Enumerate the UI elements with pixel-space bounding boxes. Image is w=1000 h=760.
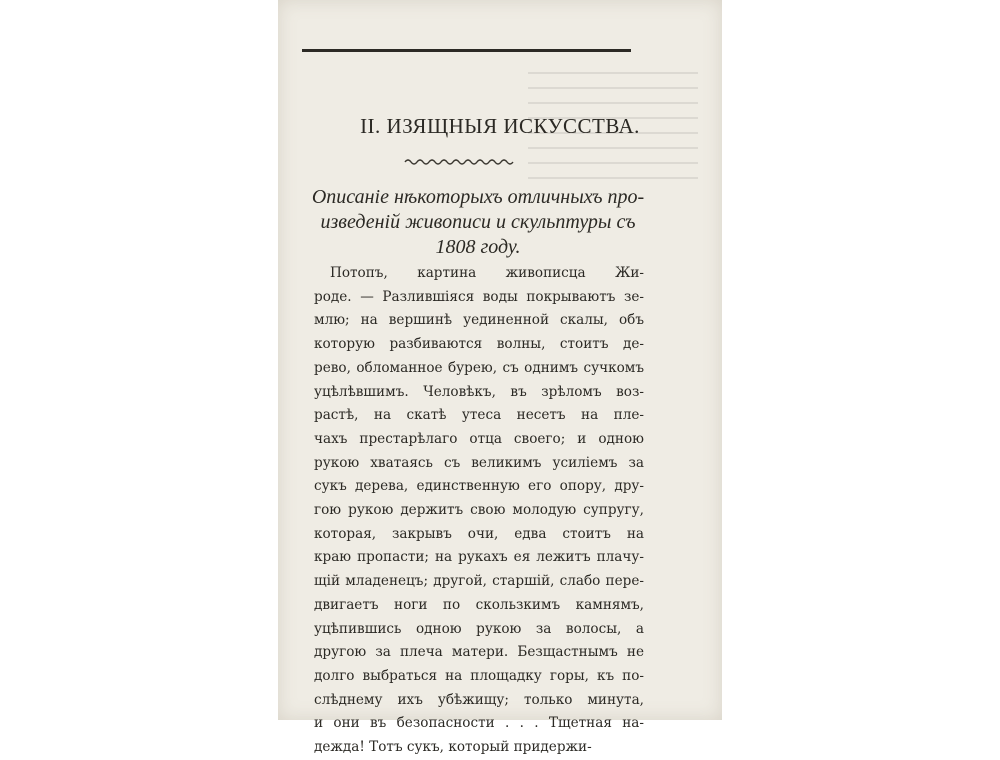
body-line: которую разбиваются волны, стоитъ де- <box>314 336 644 353</box>
body-line: млю; на вершинѣ уединенной скалы, объ <box>314 312 644 329</box>
article-body <box>314 262 644 760</box>
body-line: уцѣлѣвшимъ. Человѣкъ, въ зрѣломъ воз- <box>314 383 644 400</box>
body-line: щій младенецъ; другой, старшій, слабо пере- <box>314 573 644 590</box>
body-line: рукою хватаясь съ великимъ усиліемъ за <box>314 454 644 471</box>
body-line: рево, обломанное бурею, съ однимъ сучкомъ <box>314 359 644 376</box>
title-line: Описаніе нѣкоторыхъ отличныхъ про- <box>311 186 645 208</box>
body-line: долго выбраться на площадку горы, къ по- <box>314 667 644 684</box>
body-line: растѣ, на скатѣ утеса несетъ на пле- <box>314 407 644 424</box>
body-line: и они въ безопасности . . . Тщетная на- <box>314 715 644 732</box>
body-line: другою за плеча матери. Безщастнымъ не <box>314 644 644 661</box>
top-rule <box>302 49 631 52</box>
wavy-ornament <box>403 157 515 167</box>
title-line: 1808 году. <box>435 236 521 258</box>
title-line: изведеній живописи и скульптуры съ <box>320 211 636 233</box>
section-heading: II. ИЗЯЩНЫЯ ИСКУССТВА. <box>360 114 640 138</box>
book-page <box>278 0 722 756</box>
body-line: уцѣпившись одною рукою за волосы, а <box>314 620 644 637</box>
body-line: чахъ престарѣлаго отца своего; и одною <box>314 430 644 447</box>
body-line: роде. — Разлившіяся воды покрываютъ зе- <box>314 288 644 305</box>
body-line: слѣднему ихъ убѣжищу; только минута, <box>314 691 644 708</box>
article-title <box>298 185 658 260</box>
body-line: дежда! Тотъ сукъ, который придержи- <box>314 739 592 756</box>
body-line: Потопъ, картина живописца Жи- <box>330 265 644 281</box>
body-line: сукъ дерева, единственную его опору, дру- <box>314 478 644 495</box>
body-line: гою рукою держитъ свою молодую супругу, <box>314 502 644 519</box>
body-line: краю пропасти; на рукахъ ея лежитъ плачу- <box>314 549 644 566</box>
body-line: двигаетъ ноги по скользкимъ камнямъ, <box>314 596 644 613</box>
body-line: которая, закрывъ очи, едва стоитъ на <box>314 525 644 542</box>
